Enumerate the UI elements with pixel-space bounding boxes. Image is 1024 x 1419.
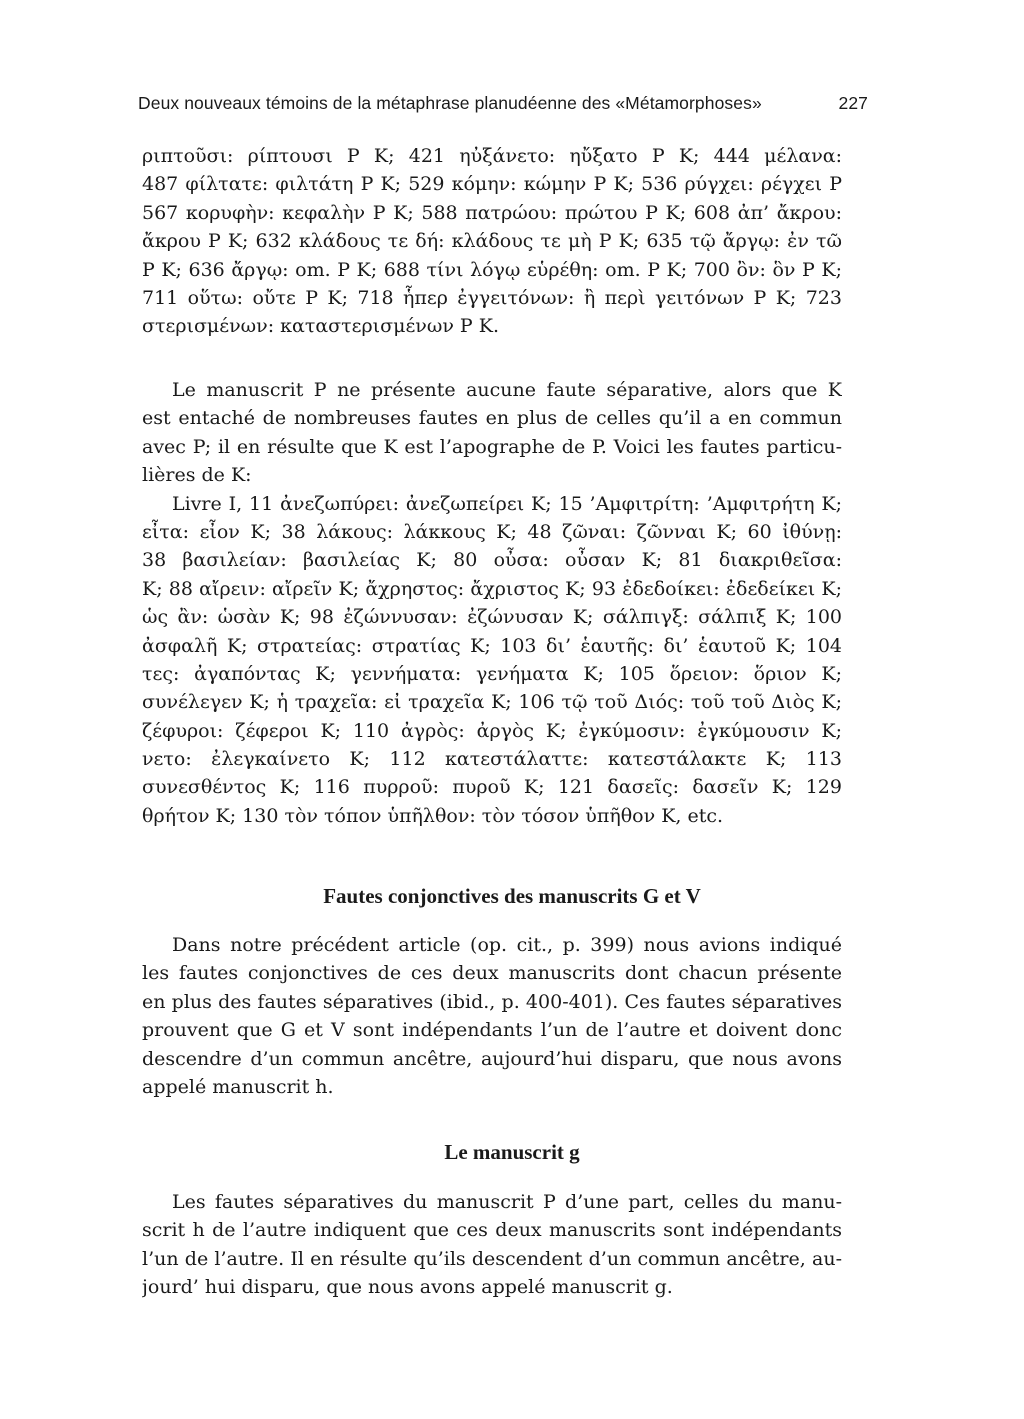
text-line: νετο: ἐλεγκαίνετο K; 112 κατεστάλαττε: κατεστάλακτε K; 113 (142, 748, 842, 771)
paragraph-gv (142, 931, 842, 1101)
text-line: en plus des fautes séparatives (ibid., p. 400-401). Ces fautes séparatives (142, 990, 842, 1013)
paragraph-g (142, 1188, 842, 1302)
text-line: l’un de l’autre. Il en résulte qu’ils descendent d’un commun ancêtre, au- (142, 1247, 842, 1270)
text-line: συνεσθέντος K; 116 πυρροῦ: πυροῦ K; 121 δασεῖς: δασεῖν K; 129 (142, 776, 842, 799)
text-line: τες: ἀγαπόντας K; γεννήματα: γενήματα K; 105 ὅρειον: ὅριον K; (142, 662, 842, 685)
text-line: 487 φίλτατε: φιλτάτη P K; 529 κόμην: κώμην P K; 536 ρύγχει: ρέγχει P (142, 173, 842, 196)
page-number: 227 (838, 93, 868, 113)
text-line: εἶτα: εἶον K; 38 λάκους: λάκκους K; 48 ζῶναι: ζῶνναι K; 60 ἰθύνῃ: (142, 520, 842, 543)
text-line: στερισμένων: καταστερισμένων P K. (142, 315, 499, 338)
paragraph-manuscript-k (142, 376, 842, 830)
text-line: ριπτοῦσι: ρίπτουσι P K; 421 ηὐξάνετο: ηὔξατο P K; 444 μέλανα: (142, 145, 842, 167)
text-line: ἄκρου P K; 632 κλάδους τε δή: κλάδους τε μὴ P K; 635 τῷ ἄργῳ: ἐν τῶ (142, 230, 842, 253)
text-line: prouvent que G et V sont indépendants l’un de l’autre et doivent donc (142, 1019, 842, 1042)
text-line: ὡς ἂν: ὡσὰν K; 98 ἐζώννυσαν: ἐζώνυσαν K; σάλπιγξ: σάλπιξ K; 100 (142, 606, 842, 629)
section-heading-g: Le manuscrit g (444, 1140, 580, 1164)
text-line: jourd’ hui disparu, que nous avons appelé manuscrit g. (142, 1276, 673, 1299)
text-line: lières de K: (142, 464, 252, 487)
running-title: Deux nouveaux témoins de la métaphrase planudéenne des «Métamorphoses» (138, 93, 762, 113)
text-line: P K; 636 ἄργῳ: om. P K; 688 τίνι λόγῳ εὑρέθη: om. P K; 700 ὂν: ὃν P K; (142, 258, 842, 281)
text-line: ἀσφαλῆ K; στρατείας: στρατίας K; 103 δι’ ἑαυτῆς: δι’ ἑαυτοῦ K; 104 (142, 634, 842, 657)
text-line: ζέφυροι: ζέφεροι K; 110 ἀγρὸς: ἀργὸς K; ἐγκύμοσιν: ἐγκύμουσιν K; (142, 719, 842, 742)
text-line: appelé manuscrit h. (142, 1075, 334, 1098)
section-heading-gv: Fautes conjonctives des manuscrits G et V (323, 884, 701, 908)
text-line: 711 οὕτω: οὔτε P K; 718 ἧπερ ἐγγειτόνων: ἢ περὶ γειτόνων P K; 723 (142, 286, 842, 309)
text-line: les fautes conjonctives de ces deux manuscrits dont chacun présente (142, 962, 842, 985)
text-line: K; 88 αἴρειν: αἴρεῖν K; ἄχρηστος: ἄχριστος K; 93 ἐδεδοίκει: ἐδεδείκει K; (142, 577, 842, 600)
text-line: Dans notre précédent article (op. cit., p. 399) nous avions indiqué (172, 934, 842, 956)
text-line: 567 κορυφὴν: κεφαλὴν P K; 588 πατρώου: πρώτου P K; 608 ἀπ’ ἄκρου: (142, 201, 842, 224)
text-line: avec P; il en résulte que K est l’apographe de P. Voici les fautes particu- (142, 435, 842, 458)
text-line: 38 βασιλείαν: βασιλείας K; 80 οὖσα: οὖσαν K; 81 διακριθεῖσα: (142, 549, 842, 572)
text-line: Livre I, 11 ἀνεζωπύρει: ἀνεζωπείρει K; 15 ’Αμφιτρίτη: ’Αμφιτρήτη K; (172, 492, 842, 515)
text-line: scrit h de l’autre indiquent que ces deux manuscrits sont indépendants (142, 1219, 842, 1242)
text-line: Le manuscrit P ne présente aucune faute séparative, alors que K (172, 379, 842, 401)
critical-apparatus (142, 142, 842, 341)
text-line: συνέλεγεν K; ἡ τραχεῖα: εἰ τραχεῖα K; 106 τῷ τοῦ Διός: τοῦ τοῦ Διὸς K; (142, 691, 842, 714)
text-line: descendre d’un commun ancêtre, aujourd’hui disparu, que nous avons (142, 1047, 842, 1070)
text-line: est entaché de nombreuses fautes en plus de celles qu’il a en commun (142, 407, 842, 430)
text-line: Les fautes séparatives du manuscrit P d’une part, celles du manu- (172, 1191, 842, 1213)
text-line: θρήτον K; 130 τὸν τόπον ὑπῆλθον: τὸν τόσον ὑπῆθον K, etc. (142, 804, 724, 827)
